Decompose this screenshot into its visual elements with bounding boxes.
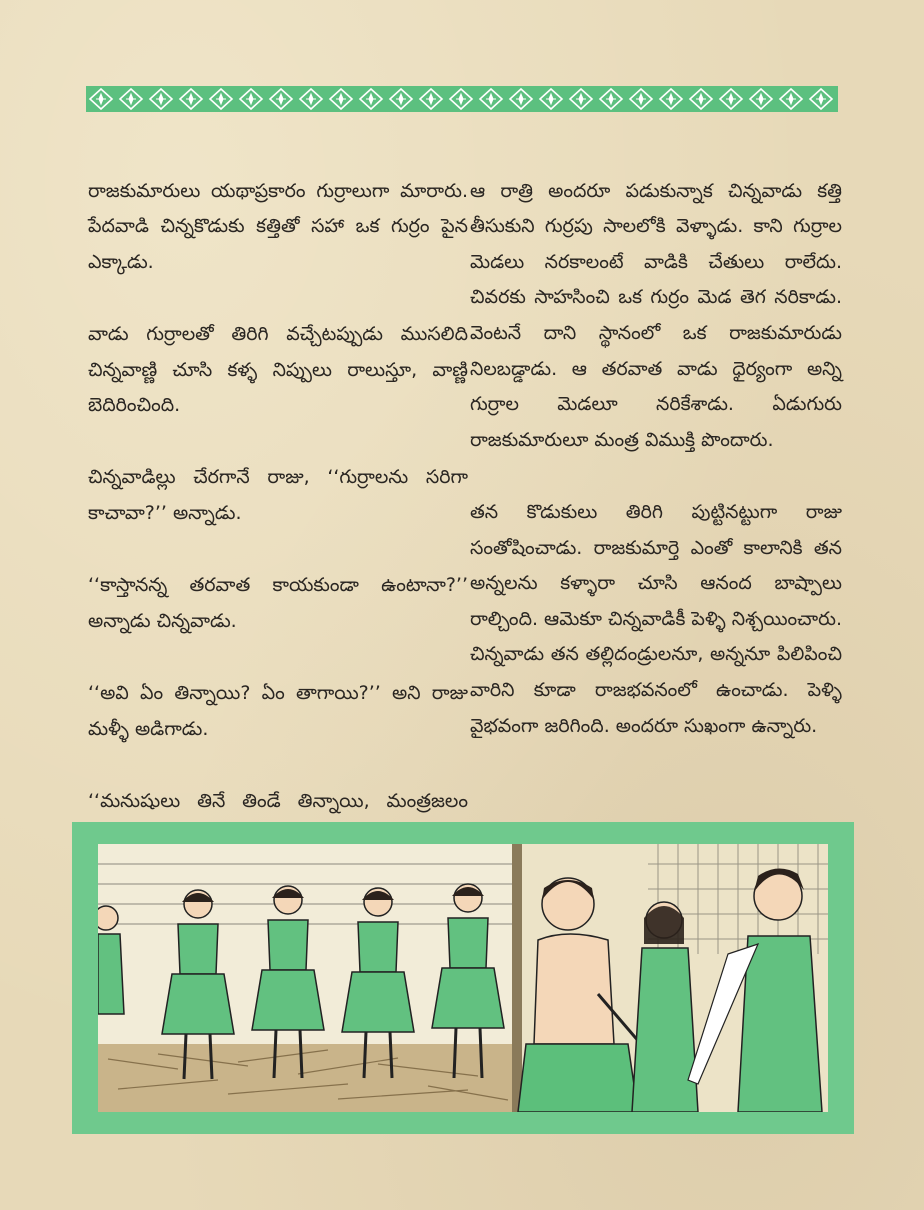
- paragraph: ‘‘కాస్తానన్న తరవాత కాయకుండా ఉంటానా?’’ అన్నాడు చిన్నవాడు.: [88, 574, 468, 632]
- paragraph: ‘‘మనుషులు తినే తిండే తిన్నాయి, మంత్రజలం: [88, 789, 468, 812]
- paragraph: చిన్నవాడిల్లు చేరగానే రాజు, ‘‘గుర్రాలను సరిగా కాచావా?’’ అన్నాడు.: [88, 466, 468, 524]
- illustration-drawing: [98, 844, 828, 1112]
- decorative-border-band: [86, 86, 838, 112]
- paragraph: ఆ రాత్రి అందరూ పడుకున్నాక చిన్నవాడు కత్తి తీసుకుని గుర్రపు సాలలోకి వెళ్ళాడు. కాని గుర్రాల మెడలు నరకాలంటే వాడికి చేతులు రాలేదు. చివరకు సాహసించి ఒక గుర్రం మెడ తెగ నరికాడు. వెంటనే దాని స్థానంలో ఒక రాజకుమారుడు నిలబడ్డాడు. ఆ తరవాత వాడు ధైర్యంగా అన్ని గుర్రాల మెడలూ నరికేశాడు. ఏడుగురు రాజకుమారులూ మంత్ర విముక్తి పొందారు.: [470, 179, 842, 451]
- paragraph: వాడు గుర్రాలతో తిరిగి వచ్చేటప్పుడు ముసలిది చిన్నవాణ్ణి చూసి కళ్ళ నిప్పులు రాలుస్తూ, వాణ్ణి బెదిరించింది.: [88, 322, 468, 417]
- paragraph: రాజకుమారులు యథాప్రకారం గుర్రాలుగా మారారు. పేదవాడి చిన్నకొడుకు కత్తితో సహా ఒక గుర్రం పైన ఎక్కాడు.: [88, 179, 468, 273]
- paragraph: ‘‘అవి ఏం తిన్నాయి? ఏం తాగాయి?’’ అని రాజు మళ్ళీ అడిగాడు.: [88, 681, 468, 740]
- right-text-column: [470, 138, 842, 781]
- paragraph: తన కొడుకులు తిరిగి పుట్టినట్టుగా రాజు సంతోషించాడు. రాజకుమార్తె ఎంతో కాలానికి తన అన్నలను కళ్ళారా చూసి ఆనంద బాష్పాలు రాల్చింది. ఆమెకూ చిన్నవాడికీ పెళ్ళి నిశ్చయించారు. చిన్నవాడు తన తల్లిదండ్రులనూ, అన్ననూ పిలిపించి వారిని కూడా రాజభవనంలో ఉంచాడు. పెళ్ళి వైభవంగా జరిగింది. అందరూ సుఖంగా ఉన్నారు.: [470, 500, 843, 737]
- story-illustration: [72, 822, 854, 1134]
